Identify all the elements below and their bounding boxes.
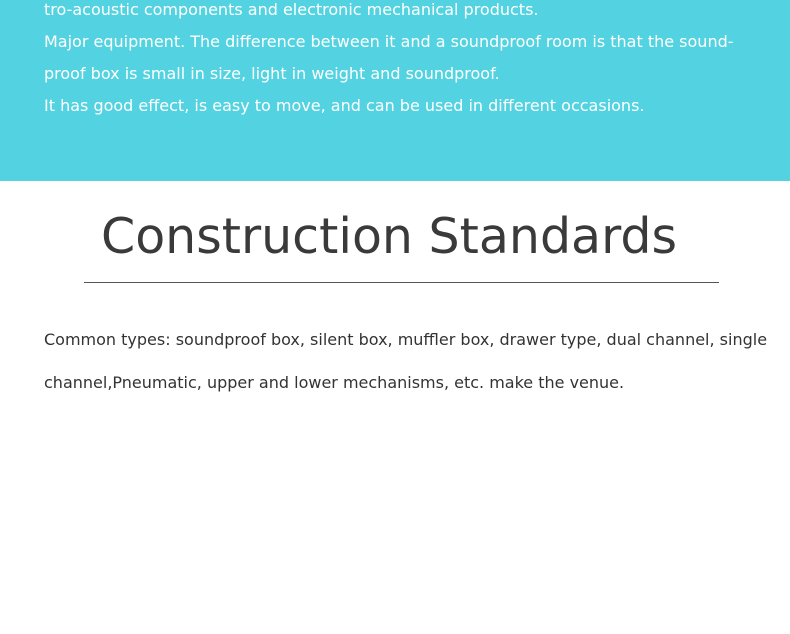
section-body-line: channel,Pneumatic, upper and lower mechanisms, etc. make the venue. — [44, 373, 625, 392]
banner-text-line: It has good effect, is easy to move, and can be used in different occasions. — [44, 96, 645, 115]
section-body-line: Common types: soundproof box, silent box, muffler box, drawer type, dual channel, single — [44, 330, 768, 349]
banner-text-line: tro-acoustic components and electronic mechanical products. — [44, 0, 539, 19]
banner-text-line: Major equipment. The difference between it and a soundproof room is that the sound- — [44, 32, 734, 51]
banner-text-line: proof box is small in size, light in weight and soundproof. — [44, 64, 500, 83]
intro-banner — [0, 0, 790, 181]
title-divider — [84, 282, 719, 283]
section-title: Construction Standards — [100, 208, 677, 265]
